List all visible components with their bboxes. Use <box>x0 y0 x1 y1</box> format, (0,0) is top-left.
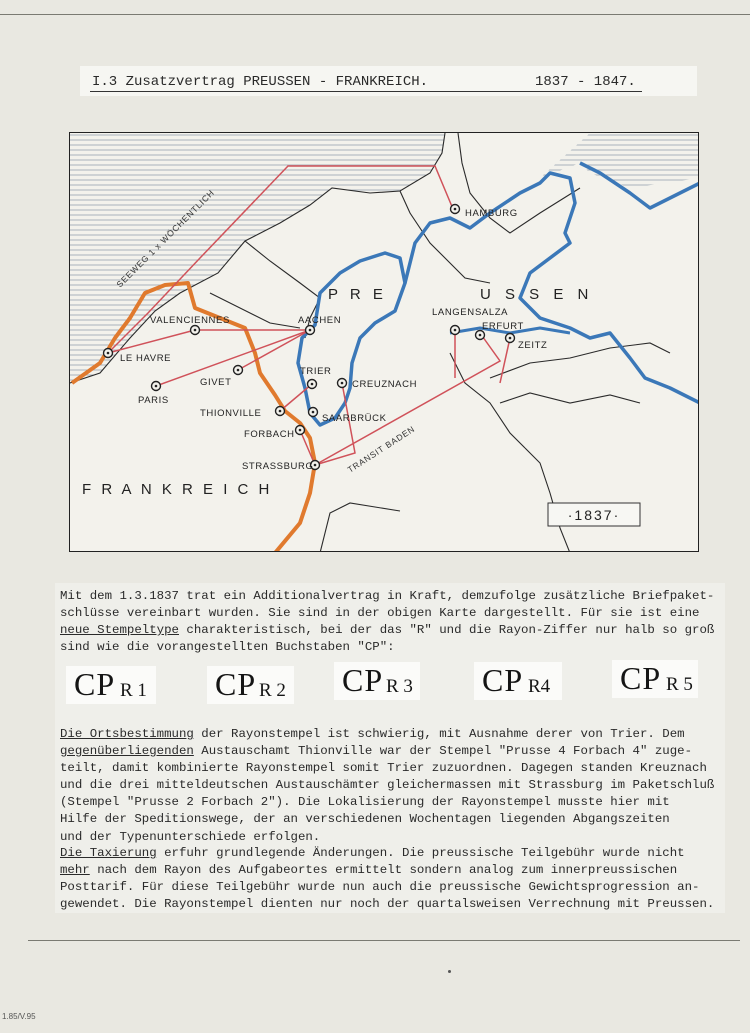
stamp-sub: R 2 <box>259 680 286 701</box>
ort-line-2-rest: Austauschamt Thionville war der Stempel "Prusse 4 Forbach 4" zuge- <box>201 744 693 759</box>
intro-paragraph <box>60 588 715 656</box>
prussia-border-west <box>298 253 405 425</box>
stamp-sub: R 1 <box>120 680 147 701</box>
title-underline <box>90 91 642 92</box>
label-givet: GIVET <box>200 377 232 388</box>
intro-line-1: Mit dem 1.3.1837 trat ein Additionalvertrag in Kraft, demzufolge zusätzliche Briefpaket- <box>60 589 715 603</box>
ort-line-1 <box>60 726 710 743</box>
stamp-cp: CP <box>342 662 384 698</box>
label-seeweg: SEEWEG 1 x WÖCHENTLICH <box>114 187 217 290</box>
border-swiss <box>320 503 400 552</box>
tax-line-2 <box>60 862 710 879</box>
label-salza: SALZA <box>475 307 509 318</box>
stamp-cpr1 <box>66 666 156 704</box>
label-erfurt: ERFURT <box>482 321 524 332</box>
stamp-sub: R 5 <box>666 674 693 695</box>
ort-line-1-rest: der Rayonstempel ist schwierig, mit Ausnahme derer von Trier. Dem <box>193 727 685 741</box>
intro-line-2: schlüsse vereinbart wurden. Sie sind in der obigen Karte dargestellt. Für sie ist eine <box>60 606 700 621</box>
tax-line-3: Posttarif. Für diese Teilgebühr wurde nun auch die preussische Gewichtsprogression an- <box>60 880 700 895</box>
label-frankreich: F R A N K R E I C H <box>82 481 273 498</box>
stamp-cpr2 <box>207 666 294 704</box>
map-svg <box>70 133 699 552</box>
page-border-top <box>0 14 750 15</box>
tax-underlined: mehr <box>60 863 90 878</box>
stamp-cpr4 <box>474 662 562 700</box>
stamp-sub: R4 <box>528 676 551 697</box>
ort-line-5: (Stempel "Prusse 2 Forbach 2"). Die Lokalisierung der Rayonstempel musste hier mit <box>60 795 670 810</box>
tax-line-1-rest: erfuhr grundlegende Änderungen. Die preussische Teilgebühr wurde nicht <box>156 846 685 860</box>
ort-line-2 <box>60 743 710 760</box>
label-trier: TRIER <box>300 366 332 377</box>
tax-line-4: gewendet. Die Rayonstempel dienten nur noch der quartalsweisen Verrechnung mit Preussen. <box>60 897 715 912</box>
map <box>69 132 699 552</box>
label-creuznach: CREUZNACH <box>352 379 418 390</box>
label-strassburg: STRASSBURG <box>242 461 314 472</box>
year-label: ·1837· <box>567 507 621 523</box>
title-box <box>80 66 697 96</box>
stamp-cp: CP <box>620 660 662 696</box>
tax-line-1 <box>60 845 710 862</box>
ort-underlined: gegenüberliegenden <box>60 744 194 759</box>
label-preussen-a: P R E <box>328 286 387 303</box>
label-hamburg: HAMBURG <box>465 208 518 219</box>
stamp-cp: CP <box>215 666 257 702</box>
border-hannover <box>400 191 490 283</box>
ort-line-4: und die drei mitteldeutschen Austauschämter gleichermassen mit Strassburg im Paketschluß <box>60 778 715 793</box>
footer-note: 1.85/V.95 <box>2 1012 36 1021</box>
intro-line-4: sind wie die vorangestellten Buchstaben "CP": <box>60 640 395 655</box>
stamp-cpr3 <box>334 662 420 700</box>
label-valenciennes: VALENCIENNES <box>150 315 230 326</box>
stamp-cp: CP <box>74 666 116 702</box>
title-years: 1837 - 1847. <box>535 74 636 90</box>
label-thionville: THIONVILLE <box>200 408 262 419</box>
ort-heading: Die Ortsbestimmung <box>60 727 194 741</box>
border-bavaria-south <box>500 393 640 403</box>
label-preussen-b: U S S E N <box>480 286 594 303</box>
label-paris: PARIS <box>138 395 169 406</box>
intro-highlight: neue Stempeltype <box>60 623 179 638</box>
label-forbach: FORBACH <box>244 429 295 440</box>
intro-line-3 <box>60 622 715 639</box>
stamp-sub: R 3 <box>386 676 413 697</box>
ort-line-7: und der Typenunterschiede erfolgen. <box>60 829 321 844</box>
stamp-cpr5 <box>612 660 698 698</box>
route-zeitz <box>500 338 510 383</box>
route-strassburg-erfurt <box>315 333 500 465</box>
label-lehavre: LE HAVRE <box>120 353 172 364</box>
label-langen: LANGEN <box>432 307 475 318</box>
stamp-cp: CP <box>482 662 524 698</box>
ort-line-3: teilt, damit kombinierte Rayonstempel somit Trier zuzuordnen. Dagegen standen Kreuznach <box>60 761 707 776</box>
label-transit-baden: TRANSIT BADEN <box>345 423 417 475</box>
route-paris-aachen <box>156 330 310 386</box>
intro-line-3-rest: charakteristisch, bei der das "R" und die Rayon-Ziffer nur halb so groß <box>186 623 715 638</box>
sea-area <box>70 133 445 383</box>
title-text: I.3 Zusatzvertrag PREUSSEN - FRANKREICH. <box>92 74 429 90</box>
ort-line-6: Hilfe der Speditionswege, der an verschiedenen Wochentagen liegenden Abgangszeiten <box>60 812 670 827</box>
baltic-sea <box>540 133 699 188</box>
tax-heading: Die Taxierung <box>60 846 157 860</box>
taxierung-paragraph <box>60 845 715 913</box>
page-border-bottom <box>28 940 740 941</box>
page-dot <box>448 970 451 973</box>
label-aachen: AACHEN <box>298 315 342 326</box>
label-zeitz: ZEITZ <box>518 340 548 351</box>
tax-line-2-rest: nach dem Rayon des Aufgabeortes ermittelt sondern analog zum innerpreussischen <box>97 863 678 878</box>
label-saarbruck: SAARBRÜCK <box>322 413 387 424</box>
border-austria <box>525 448 570 552</box>
ortsbestimmung-paragraph <box>60 726 715 846</box>
